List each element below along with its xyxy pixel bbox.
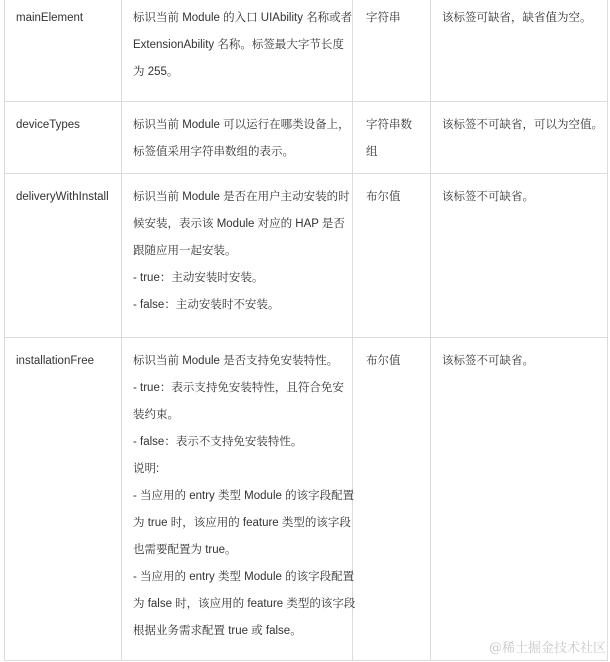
type-line: 布尔值 — [366, 355, 401, 367]
description-line: 为 true 时，该应用的 feature 类型的该字段 — [133, 517, 351, 529]
table-row — [5, 338, 608, 661]
description-line: 标签值采用字符串数组的表示。 — [133, 146, 294, 158]
note-cell — [431, 338, 608, 661]
note-text: 该标签不可缺省。 — [442, 191, 534, 203]
description-line: - false：表示不支持免安装特性。 — [133, 436, 303, 448]
description-line: 跟随应用一起安装。 — [133, 245, 237, 257]
type-cell — [353, 174, 431, 338]
description-line: ExtensionAbility 名称。标签最大字节长度 — [133, 39, 344, 51]
note-text: 该标签不可缺省，可以为空值。 — [442, 119, 603, 131]
tag-name-cell — [5, 174, 122, 338]
tag-name: deliveryWithInstall — [16, 191, 109, 203]
tag-name-cell — [5, 338, 122, 661]
description-cell — [122, 0, 353, 102]
table-row — [5, 102, 608, 174]
description-line: 标识当前 Module 的入口 UIAbility 名称或者 — [133, 12, 353, 24]
table-row — [5, 174, 608, 338]
watermark: @稀土掘金技术社区 — [488, 641, 606, 656]
tag-name: mainElement — [16, 12, 84, 24]
description-line: - true：表示支持免安装特性，且符合免安 — [133, 382, 344, 394]
description-line: 装约束。 — [133, 409, 179, 421]
note-cell — [431, 174, 608, 338]
description-line: 标识当前 Module 是否在用户主动安装的时 — [133, 191, 350, 203]
type-cell — [353, 102, 431, 174]
note-text: 该标签不可缺省。 — [442, 355, 534, 367]
description-line: 也需要配置为 true。 — [133, 544, 237, 556]
description-cell — [122, 174, 353, 338]
description-line: 说明: — [133, 463, 160, 475]
description-cell — [122, 338, 356, 661]
tag-name: deviceTypes — [16, 119, 80, 131]
type-cell — [353, 0, 431, 102]
module-tags-table — [4, 0, 608, 661]
tag-name-cell — [5, 102, 122, 174]
description-line: - 当应用的 entry 类型 Module 的该字段配置 — [133, 571, 355, 583]
description-line: - false：主动安装时不安装。 — [133, 299, 280, 311]
note-cell — [431, 0, 608, 102]
tag-name: installationFree — [16, 355, 94, 367]
description-line: 为 false 时，该应用的 feature 类型的该字段 — [133, 598, 356, 610]
table-row — [5, 0, 608, 102]
type-line: 字符串 — [366, 12, 401, 24]
description-line: 标识当前 Module 是否支持免安装特性。 — [133, 355, 339, 367]
description-line: 根据业务需求配置 true 或 false。 — [133, 625, 302, 637]
description-line: 为 255。 — [133, 66, 179, 78]
description-cell — [122, 102, 353, 174]
description-line: - true：主动安装时安装。 — [133, 272, 264, 284]
type-cell — [353, 338, 431, 661]
note-text: 该标签可缺省，缺省值为空。 — [442, 12, 592, 24]
type-line: 字符串数 — [366, 119, 412, 131]
description-line: 候安装，表示该 Module 对应的 HAP 是否 — [133, 218, 345, 230]
type-line: 组 — [366, 146, 378, 158]
description-line: 标识当前 Module 可以运行在哪类设备上， — [133, 119, 350, 131]
tag-name-cell — [5, 0, 122, 102]
type-line: 布尔值 — [366, 191, 401, 203]
note-cell — [431, 102, 608, 174]
description-line: - 当应用的 entry 类型 Module 的该字段配置 — [133, 490, 355, 502]
